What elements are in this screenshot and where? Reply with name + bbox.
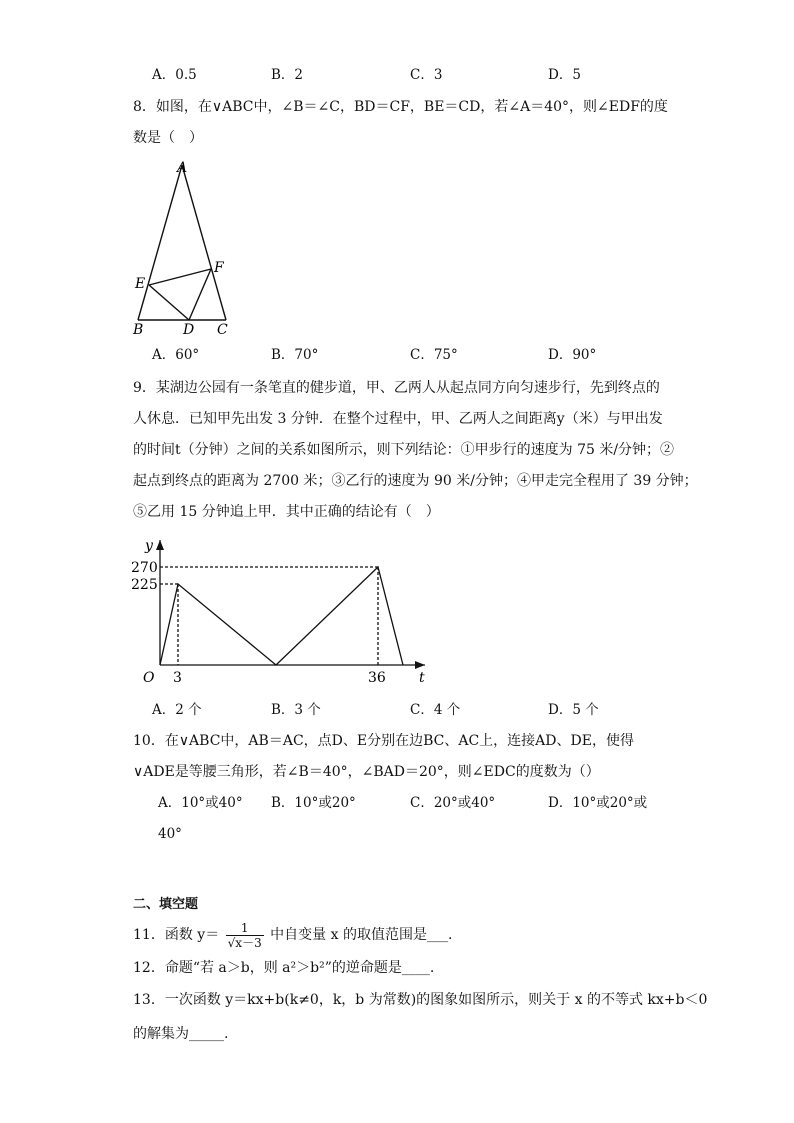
q12-line: 12．命题“若 a＞b，则 a²＞b²”的逆命题是____. [133,960,435,976]
q9-stem-line5: ⑤乙用 15 分钟追上甲．其中正确的结论有（ ） [133,504,440,520]
q8-label-b: B [133,322,144,338]
q9-stem-line3: 的时间t（分钟）之间的关系如图所示，则下列结论：①甲步行的速度为 75 米/分钟；② [133,442,675,458]
section-fill-in-title: 二、填空题 [133,897,199,912]
q9-option-b: B．3 个 [271,702,321,718]
q9-origin-label: O [143,670,155,686]
q8-option-b: B．70° [271,347,319,363]
q10-stem-line2: ∨ADE是等腰三角形，若∠B＝40°，∠BAD＝20°，则∠EDC的度数为（） [133,764,600,780]
q8-stem-line2: 数是（ ） [133,130,203,146]
q10-option-c: C．20°或40° [410,795,496,811]
q11-fraction [226,921,264,950]
q11-line [133,920,452,950]
q11-prefix: 11．函数 [133,927,193,943]
q8-label-a: A [177,160,188,176]
q11-y-equals: y＝ [197,927,220,943]
q9-stem-line4: 起点到终点的距离为 2700 米；③乙行的速度为 90 米/分钟；④甲走完全程用了 39 分钟； [133,473,698,489]
q8-option-d: D．90° [548,347,597,363]
q9-y-tick-270: 270 [131,560,158,576]
q9-distance-time-graph [130,530,440,690]
q11-numerator: 1 [226,921,264,936]
q9-option-c: C．4 个 [410,702,461,718]
q13-stem-line1: 13．一次函数 y＝kx+b(k≠0，k，b 为常数)的图象如图所示，则关于 x 的不等式 kx+b＜0 [133,992,708,1008]
q10-option-d: D．10°或20°或 [548,795,648,811]
q10-option-d-continued: 40° [158,826,182,842]
q7-option-a: A．0.5 [152,67,197,83]
q9-t-axis-label: t [419,670,425,686]
q9-stem-line1: 9．某湖边公园有一条笔直的健步道，甲、乙两人从起点同方向匀速步行，先到终点的 [133,380,660,396]
q8-triangle-figure [128,155,238,340]
q10-option-a: A．10°或40° [158,795,243,811]
q10-option-b: B．10°或20° [271,795,356,811]
q8-label-c: C [217,322,228,338]
q10-stem-line1: 10．在∨ABC中，AB＝AC，点D、E分别在边BC、AC上，连接AD、DE，使得 [133,733,634,749]
q11-suffix: 中自变量 x 的取值范围是___. [270,927,453,943]
q7-option-c: C．3 [410,67,443,83]
q8-label-d: D [183,322,195,338]
q13-stem-line2: 的解集为_____. [133,1026,229,1042]
q7-option-d: D．5 [548,67,581,83]
q9-option-a: A．2 个 [152,702,202,718]
q11-denominator: √x－3 [227,935,262,950]
q9-option-d: D．5 个 [548,702,599,718]
q8-option-c: C．75° [410,347,458,363]
q9-stem-line2: 人休息．已知甲先出发 3 分钟．在整个过程中，甲、乙两人之间距离y（米）与甲出发 [133,411,663,427]
q8-option-a: A．60° [152,347,200,363]
q9-x-tick-36: 36 [368,670,386,686]
q8-label-e: E [135,276,146,292]
q8-label-f: F [214,260,224,276]
q9-y-axis-label: y [145,538,153,554]
q7-option-b: B．2 [271,67,304,83]
q9-x-tick-3: 3 [173,670,182,686]
q9-y-tick-225: 225 [131,577,158,593]
q8-stem-line1: 8．如图，在∨ABC中，∠B＝∠C，BD＝CF，BE＝CD，若∠A＝40°，则∠EDF的度 [133,99,668,115]
